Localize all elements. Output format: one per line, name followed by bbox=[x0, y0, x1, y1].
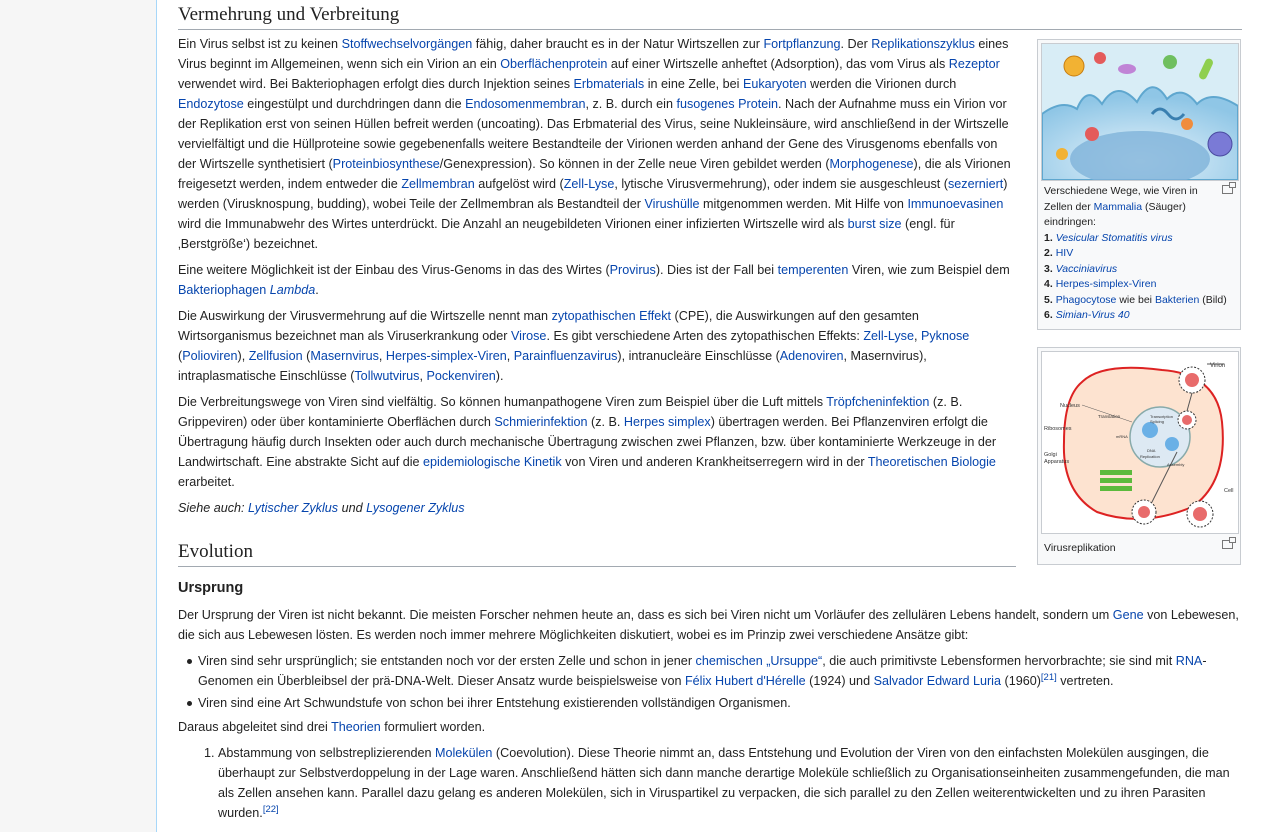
link[interactable]: Polioviren bbox=[182, 349, 238, 363]
link[interactable]: Adenoviren bbox=[779, 349, 844, 363]
section2-text bbox=[178, 578, 1242, 823]
paragraph: Eine weitere Möglichkeit ist der Einbau des Virus-Genoms in das des Wirtes (Provirus). Dies ist der Fall bei temperenten Viren, wie zum Beispiel dem Bakteriophagen Lambda. bbox=[178, 263, 1010, 297]
paragraph: Der Ursprung der Viren ist nicht bekannt. Die meisten Forscher nehmen heute an, dass es sich bei Viren nicht um Vorläufer des zellulären Lebens handelt, sondern um Gene von Lebewesen, die sich aus Lebewesen lösten. Es werden noch immer mehrere Möglichkeiten diskutiert, wobei es im Prinzip zwei verschiedene Ansätze gibt: bbox=[178, 608, 1239, 642]
thumb-virus-entry bbox=[1037, 39, 1241, 330]
thumb-virus-replication bbox=[1037, 347, 1241, 565]
link-vacciniavirus[interactable]: Vacciniavirus bbox=[1055, 262, 1118, 275]
link-theorien[interactable]: Theorien bbox=[331, 720, 381, 734]
link[interactable]: Pyknose bbox=[920, 329, 970, 343]
link[interactable]: epidemiologische Kinetik bbox=[423, 455, 562, 469]
link[interactable]: Provirus bbox=[609, 263, 656, 277]
link[interactable]: Erbmaterials bbox=[573, 77, 645, 91]
bullet-list bbox=[178, 651, 1242, 713]
label-splicing: Splicing bbox=[1150, 419, 1165, 424]
label-apparatus: Apparatus bbox=[1044, 459, 1070, 465]
label-cell: Cell bbox=[1224, 488, 1234, 494]
magnify-icon[interactable] bbox=[1222, 540, 1233, 549]
link[interactable]: Theoretischen Biologie bbox=[867, 455, 996, 469]
link-gene[interactable]: Gene bbox=[1112, 608, 1144, 622]
link[interactable]: Morphogenese bbox=[829, 157, 914, 171]
link[interactable]: Tröpfcheninfektion bbox=[826, 395, 930, 409]
link[interactable]: Immunoevasinen bbox=[907, 197, 1004, 211]
label-ribosomes: Ribosomes bbox=[1044, 426, 1072, 432]
link[interactable]: Eukaryoten bbox=[742, 77, 807, 91]
thumb1-caption: Verschiedene Wege, wie Viren in Zellen der Mammalia (Säuger) eindringen: 1. Vesicular Stomatitis virus 2. HIV 3. Vacciniavirus 4. Herpes-simplex-Viren 5. Phagocytose wie bei Bakterien (Bild) 6. Simian-Virus 40 bbox=[1041, 181, 1237, 326]
link-mammalia[interactable]: Mammalia bbox=[1093, 200, 1143, 213]
link-vesicular[interactable]: Vesicular Stomatitis virus bbox=[1055, 231, 1173, 244]
link-herpes[interactable]: Herpes-simplex-Viren bbox=[1055, 278, 1157, 290]
link[interactable]: zytopathischen Effekt bbox=[551, 309, 672, 323]
link[interactable]: fusogenes Protein bbox=[676, 97, 779, 111]
link[interactable]: Zellfusion bbox=[248, 349, 303, 363]
label-dna: DNA bbox=[1147, 448, 1156, 453]
paragraph: Die Auswirkung der Virusvermehrung auf die Wirtszelle nennt man zytopathischen Effekt (CPE), die Auswirkungen auf den gesamten Wirtsorganismus bezeichnet man als Viruserkrankung oder Virose. Es gibt verschiedene Arten des zytopathischen Effekts: Zell-Lyse, Pyknose (Polioviren), Zellfusion (Masernvirus, Herpes-simplex-Viren, Parainfluenzavirus), intranucleäre Einschlüsse (Adenoviren, Masernvirus), intraplasmatische Einschlüsse (Tollwutvirus, Pockenviren). bbox=[178, 309, 970, 383]
link[interactable]: Fortpflanzung bbox=[763, 37, 841, 51]
label-virion: Virion bbox=[1210, 363, 1226, 369]
link[interactable]: Endozytose bbox=[178, 97, 244, 111]
label-nucleus: Nucleus bbox=[1060, 403, 1080, 409]
link[interactable]: Proteinbiosynthese bbox=[332, 157, 440, 171]
link[interactable]: Zell-Lyse bbox=[863, 329, 914, 343]
label-transcription: Transcription bbox=[1150, 414, 1173, 419]
link[interactable]: Bakteriophagen Lambda bbox=[178, 283, 316, 297]
link[interactable]: Pockenviren bbox=[426, 369, 496, 383]
link[interactable]: burst size bbox=[847, 217, 902, 231]
link-simian[interactable]: Simian-Virus 40 bbox=[1055, 309, 1130, 321]
virus-replication-diagram bbox=[1042, 352, 1238, 533]
thumb1-list bbox=[1044, 231, 1234, 324]
heading-vermehrung: Vermehrung und Verbreitung bbox=[178, 3, 1242, 30]
thumb2-caption: Virusreplikation bbox=[1041, 534, 1237, 561]
list-item: 5. Phagocytose wie bei Bakterien (Bild) bbox=[1044, 293, 1227, 306]
paragraph: Ein Virus selbst ist zu keinen Stoffwechselvorgängen fähig, daher braucht es in der Natur Wirtszellen zur Fortpflanzung. Der Replikationszyklus eines Virus beginnt im Allgemeinen, wenn sich ein Virion an ein Oberflächenprotein auf einer Wirtszelle anheftet (Adsorption), das vom Virus als Rezeptor verwendet wird. Bei Bakteriophagen erfolgt dies durch Injektion seines Erbmaterials in eine Zelle, bei Eukaryoten werden die Virionen durch Endozytose eingestülpt und durchdringen dann die Endosomenmembran, z. B. durch ein fusogenes Protein. Nach der Aufnahme muss ein Virion vor der Replikation erst von seinen Hüllen befreit werden (uncoating). Das Erbmaterial des Virus, seine Nukleinsäure, wird anschließend in der Wirtszelle vervielfältigt und die Hüllproteine sowie gegebenenfalls weitere Bestandteile der Virionen werden anhand der Gene des Virusgenoms ebenfalls von der Wirtszelle synthetisiert (Proteinbiosynthese/Genexpression). So können in der Zelle neue Viren gebildet werden (Morphogenese), die als Virionen freigesetzt werden, indem entweder die Zellmembran aufgelöst wird (Zell-Lyse, lytische Virusvermehrung), oder indem sie ausgeschleust (sezerniert) werden (Virusknospung, budding), wobei Teile der Zellmembran als Bestandteil der Virushülle mitgenommen werden. Mit Hilfe von Immunoevasinen wird die Immunabwehr des Wirtes unterdrückt. Die Anzahl an neugebildeten Virionen einer infizierten Wirtszelle wird als burst size (engl. für ‚Berstgröße‘) bezeichnet. bbox=[178, 37, 1011, 251]
label-replication: Replication bbox=[1140, 454, 1160, 459]
list-item: 2. HIV bbox=[1044, 247, 1074, 259]
virus-replication-image[interactable] bbox=[1041, 351, 1239, 534]
virus-entry-illustration bbox=[1042, 44, 1238, 180]
link[interactable]: chemischen „Ursuppe“ bbox=[695, 654, 823, 668]
link[interactable]: Virose bbox=[510, 329, 547, 343]
list-item: Viren sind eine Art Schwundstufe von schon bei ihrer Entstehung existierenden vollständigen Organismen. bbox=[198, 693, 1242, 713]
link-lytischer-zyklus[interactable]: Lytischer Zyklus bbox=[248, 501, 339, 515]
list-item: 1. Abstammung von selbstreplizierenden Molekülen (Coevolution). Diese Theorie nimmt an, dass Entstehung und Evolution der Viren von den einfachsten Molekülen ausgingen, die überhaupt zur Selbstverdoppelung in der Lage waren. Anschließend hätten sich dann manche derartige Moleküle schließlich zu Organisationseinheiten zusammengefunden, die man als Zellen ansehen kann. Parallel dazu gelang es anderen Molekülen, sich in Viruspartikel zu verpacken, die sich parallel zu den Zellen weiterentwickelten und zu ihren Parasiten wurden.[22] bbox=[218, 743, 1242, 823]
link[interactable]: Schmierinfektion bbox=[494, 415, 588, 429]
list-item: 1. Vesicular Stomatitis virus bbox=[1044, 231, 1173, 244]
list-item: 4. Herpes-simplex-Viren bbox=[1044, 278, 1157, 290]
link[interactable]: Masernvirus bbox=[310, 349, 379, 363]
label-assembly: Assembly bbox=[1167, 462, 1185, 467]
link[interactable]: Virushülle bbox=[644, 197, 700, 211]
paragraph: Die Verbreitungswege von Viren sind vielfältig. So können humanpathogene Viren zum Beispiel über die Luft mittels Tröpfcheninfektion (z. B. Grippeviren) oder über kontaminierte Oberflächen durch Schmierinfektion (z. B. Herpes simplex) übertragen werden. Bei Pflanzenviren erfolgt die Übertragung häufig durch Insekten oder auch durch mechanische Übertragung zwischen zwei Pflanzen, bzw. über kontaminierte Werkzeuge in der Landwirtschaft. Eine abstrakte Sicht auf die epidemiologische Kinetik von Viren und anderen Krankheitserregern wird in der Theoretischen Biologie erarbeitet. bbox=[178, 395, 997, 489]
heading-evolution: Evolution bbox=[178, 540, 1016, 567]
list-item: Viren sind sehr ursprünglich; sie entstanden noch vor der ersten Zelle und schon in jener chemischen „Ursuppe“, die auch primitivste Lebensformen hervorbrachte; sie sind mit RNA-Genomen ein Überbleibsel der prä-DNA-Welt. Dieser Ansatz wurde beispielsweise von Félix Hubert d'Hérelle (1924) und Salvador Edward Luria (1960)[21] vertreten. bbox=[198, 651, 1242, 691]
reference-link[interactable]: [22] bbox=[262, 803, 279, 815]
list-item: 6. Simian-Virus 40 bbox=[1044, 309, 1130, 321]
content-area bbox=[156, 0, 1262, 832]
link[interactable]: Oberflächenprotein bbox=[500, 57, 608, 71]
link-lysogener-zyklus[interactable]: Lysogener Zyklus bbox=[366, 501, 465, 515]
link[interactable]: sezerniert bbox=[947, 177, 1004, 191]
link[interactable]: Herpes-simplex-Viren bbox=[385, 349, 507, 363]
link-hiv[interactable]: HIV bbox=[1055, 247, 1074, 259]
link[interactable]: Replikationszyklus bbox=[871, 37, 975, 51]
link[interactable]: Parainfluenzavirus bbox=[513, 349, 618, 363]
link[interactable]: Salvador Edward Luria bbox=[873, 674, 1001, 688]
list-item: 3. Vacciniavirus bbox=[1044, 262, 1118, 275]
paragraph: Daraus abgeleitet sind drei Theorien formuliert worden. bbox=[178, 720, 486, 734]
link-molekuelen[interactable]: Molekülen bbox=[435, 746, 493, 760]
link[interactable]: Rezeptor bbox=[948, 57, 1000, 71]
link[interactable]: Herpes simplex bbox=[623, 415, 711, 429]
link[interactable]: Félix Hubert d'Hérelle bbox=[684, 674, 806, 688]
link[interactable]: Stoffwechselvorgängen bbox=[341, 37, 473, 51]
link-phagocytose[interactable]: Phagocytose bbox=[1055, 293, 1117, 306]
link[interactable]: Endosomenmembran bbox=[465, 97, 586, 111]
link[interactable]: Zellmembran bbox=[401, 177, 475, 191]
magnify-icon[interactable] bbox=[1222, 185, 1233, 194]
link[interactable]: Tollwutvirus bbox=[354, 369, 420, 383]
link[interactable]: temperenten bbox=[777, 263, 849, 277]
label-golgi: Golgi bbox=[1044, 452, 1057, 458]
reference-link[interactable]: [21] bbox=[1040, 671, 1057, 683]
virus-entry-image[interactable] bbox=[1041, 43, 1239, 181]
numbered-list bbox=[178, 743, 1242, 823]
section1-text bbox=[178, 34, 1012, 518]
see-also: Siehe auch: Lytischer Zyklus und Lysogener Zyklus bbox=[178, 501, 465, 515]
link-bakterien[interactable]: Bakterien bbox=[1154, 293, 1200, 306]
link[interactable]: Zell-Lyse bbox=[563, 177, 615, 191]
label-translation: Translation bbox=[1098, 414, 1121, 419]
link[interactable]: RNA bbox=[1175, 654, 1203, 668]
heading-ursprung: Ursprung bbox=[178, 580, 244, 596]
label-mrna: mRNA bbox=[1116, 434, 1128, 439]
